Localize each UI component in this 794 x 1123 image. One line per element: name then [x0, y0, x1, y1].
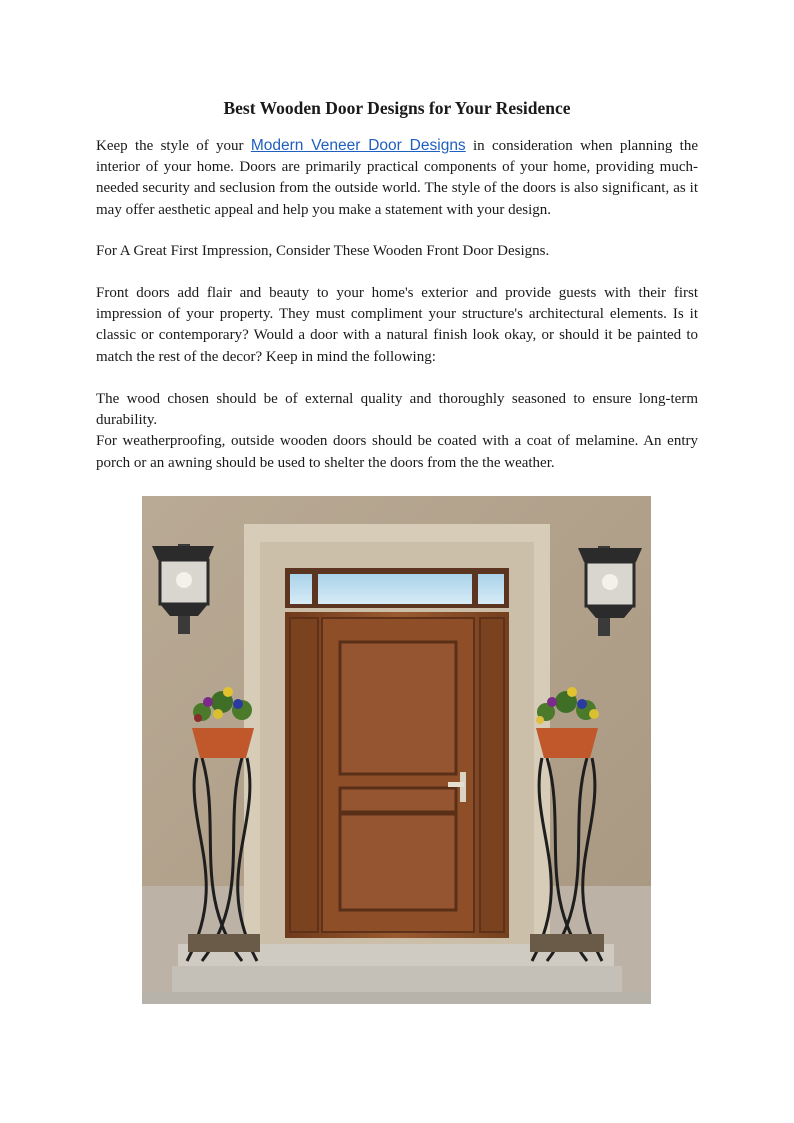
front-doors-paragraph: Front doors add flair and beauty to your home's exterior and provide guests with their first impression of your property. They must compliment your structure's architectural elements. Is it classic or contemporary? Would a door with a natural finish look okay, or should it be painted to match the rest of the decor? Keep in mind the following: [96, 285, 698, 365]
guidelines-paragraph [96, 389, 698, 474]
intro-paragraph [96, 135, 698, 221]
guideline-weatherproofing: For weatherproofing, outside wooden doors should be coated with a coat of melamine. An entry porch or an awning should be used to shelter the doors from the the weather. [96, 433, 698, 471]
page-title: Best Wooden Door Designs for Your Residence [223, 98, 571, 118]
guideline-wood-quality: The wood chosen should be of external quality and thoroughly seasoned to ensure long-term durability. [96, 391, 698, 429]
intro-text-before: Keep the style of your [96, 138, 251, 154]
intro-text-after: in consideration when planning the interior of your home. Doors are primarily practical components of your home, providing much-needed security and seclusion from the outside world. The style of the doors is also significant, as it may offer aesthetic appeal and help you make a statement with your design. [96, 138, 698, 218]
wooden-front-door-photo [142, 496, 651, 1004]
modern-veneer-door-designs-link[interactable]: Modern Veneer Door Designs [250, 137, 466, 154]
section-heading-paragraph: For A Great First Impression, Consider These Wooden Front Door Designs. [96, 243, 550, 259]
